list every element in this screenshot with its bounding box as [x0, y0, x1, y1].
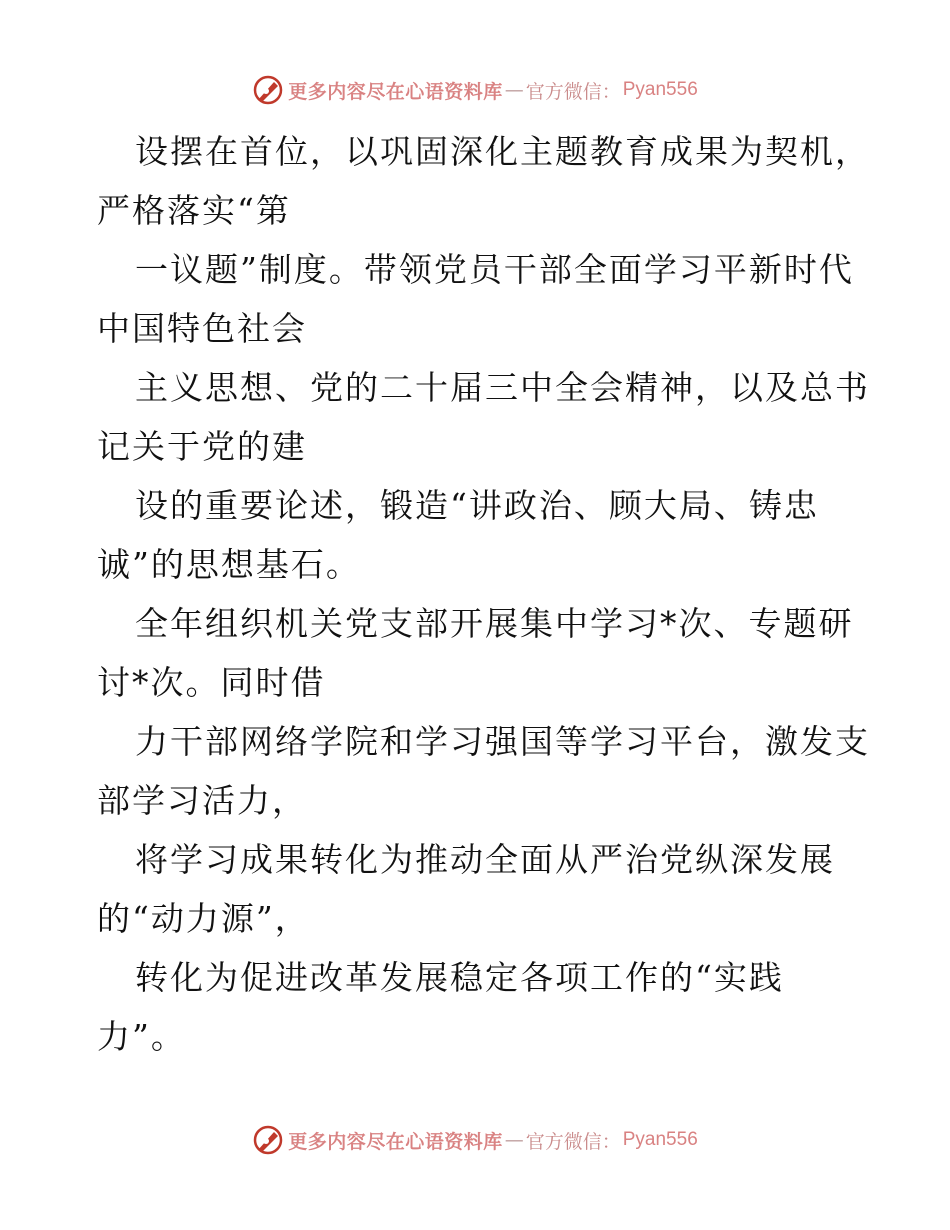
text-line: 将学习成果转化为推动全面从严治党纵深发展 — [135, 840, 835, 879]
header-watermark — [0, 72, 950, 108]
text-line: 部学习活力， — [97, 781, 307, 820]
text-line: 力”。 — [97, 1017, 186, 1056]
watermark-dash: — — [504, 1129, 524, 1151]
text-line: 转化为促进改革发展稳定各项工作的“实践 — [135, 958, 784, 997]
text-line: 严格落实“第 — [97, 191, 291, 230]
watermark-dash: — — [504, 79, 524, 101]
text-line: 力干部网络学院和学习强国等学习平台，激发支 — [135, 722, 870, 761]
watermark-text: 更多内容尽在心语资料库 — [288, 80, 503, 103]
text-line: 全年组织机关党支部开展集中学习*次、专题研 — [135, 604, 854, 643]
text-line: 的“动力源”， — [97, 899, 310, 938]
text-line: 主义思想、党的二十届三中全会精神，以及总书 — [135, 368, 870, 407]
watermark-text: 更多内容尽在心语资料库 — [288, 1130, 503, 1153]
watermark-wechat-label: 官方微信： — [525, 80, 621, 103]
text-line: 中国特色社会 — [97, 309, 307, 348]
text-line: 设的重要论述，锻造“讲政治、顾大局、铸忠 — [135, 486, 819, 525]
watermark-wechat-id: Pyan556 — [622, 1129, 698, 1150]
footer-watermark — [0, 1122, 950, 1158]
text-line: 讨*次。同时借 — [97, 663, 326, 702]
watermark-wechat-label: 官方微信： — [525, 1130, 621, 1153]
watermark-wechat-id: Pyan556 — [622, 79, 698, 100]
text-line: 诚”的思想基石。 — [97, 545, 361, 584]
text-line: 一议题”制度。带领党员干部全面学习平新时代 — [135, 250, 854, 289]
text-line: 记关于党的建 — [97, 427, 307, 466]
document-body — [97, 122, 870, 1066]
pen-logo-icon — [252, 74, 284, 106]
text-line: 设摆在首位，以巩固深化主题教育成果为契机， — [135, 132, 870, 171]
pen-logo-icon — [252, 1124, 284, 1156]
